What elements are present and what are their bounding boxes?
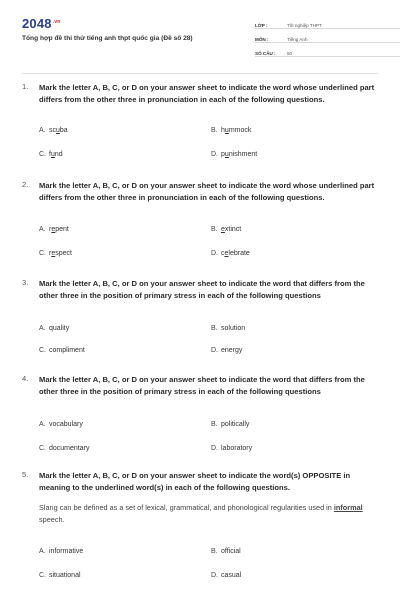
option-d[interactable]: D. punishment (211, 151, 258, 158)
option-a[interactable]: A. informative (39, 548, 84, 555)
option-a[interactable]: A. scuba (39, 127, 68, 134)
document-title: Tổng hợp đề thi thử tiếng anh thpt quốc gia (Đề số 28) (22, 35, 193, 42)
option-b[interactable]: B. solution (211, 325, 246, 332)
question-number: 2. (22, 180, 29, 189)
document-header (22, 0, 378, 74)
option-b[interactable]: B. hummock (211, 127, 252, 134)
option-c[interactable]: C. fund (39, 151, 63, 158)
question-number: 4. (22, 374, 29, 383)
meta-question-count: SỐ CÂU : 50 (255, 43, 400, 57)
question-1 (22, 82, 378, 158)
question-2 (22, 180, 378, 257)
option-d[interactable]: D. celebrate (211, 250, 250, 257)
page-bottom-fade (0, 594, 400, 600)
option-c[interactable]: C. documentary (39, 445, 90, 452)
option-a[interactable]: A. vocabulary (39, 421, 83, 428)
site-logo[interactable]: $2048^{.vn}$ (22, 16, 61, 31)
option-a[interactable]: A. repent (39, 226, 69, 233)
option-d[interactable]: D. casual (211, 572, 242, 579)
option-c[interactable]: C. compliment (39, 347, 85, 354)
question-text: Mark the letter A, B, C, or D on your answer sheet to indicate the word that differs from the other three in the position of primary stress in each of the following questions (39, 279, 365, 300)
question-text: Mark the letter A, B, C, or D on your answer sheet to indicate the word that differs from the other three in the position of primary stress in each of the following questions (39, 375, 365, 396)
option-b[interactable]: B. politically (211, 421, 250, 428)
meta-subject: MÔN : Tiếng Anh (255, 29, 400, 43)
question-number: 3. (22, 278, 29, 287)
option-d[interactable]: D. energy (211, 347, 243, 354)
meta-class: LỚP : Tốt nghiệp THPT (255, 15, 400, 29)
document-meta (255, 15, 400, 57)
option-d[interactable]: D. laboratory (211, 445, 253, 452)
option-b[interactable]: B. official (211, 548, 241, 555)
question-number: 5. (22, 470, 29, 479)
option-b[interactable]: B. extinct (211, 226, 242, 233)
underlined-word: informal (333, 503, 363, 512)
question-number: 1. (22, 82, 29, 91)
option-c[interactable]: C. situational (39, 572, 81, 579)
question-4 (22, 374, 378, 452)
question-text: Mark the letter A, B, C, or D on your answer sheet to indicate the word(s) OPPOSITE in meaning to the underlined word(s) in each of the following questions. (39, 471, 351, 492)
question-text: Mark the letter A, B, C, or D on your answer sheet to indicate the word whose underlined part differs from the other three in pronunciation in each of the following questions. (39, 181, 375, 202)
question-3 (22, 278, 378, 354)
question-text: Mark the letter A, B, C, or D on your answer sheet to indicate the word whose underlined part differs from the other three in pronunciation in each of the following questions. (39, 83, 375, 104)
option-a[interactable]: A. quality (39, 325, 70, 332)
question-5 (22, 470, 378, 579)
question-stem: Slang can be defined as a set of lexical, grammatical, and phonological regularities used in informal speech. (39, 503, 363, 524)
option-c[interactable]: C. respect (39, 250, 72, 257)
